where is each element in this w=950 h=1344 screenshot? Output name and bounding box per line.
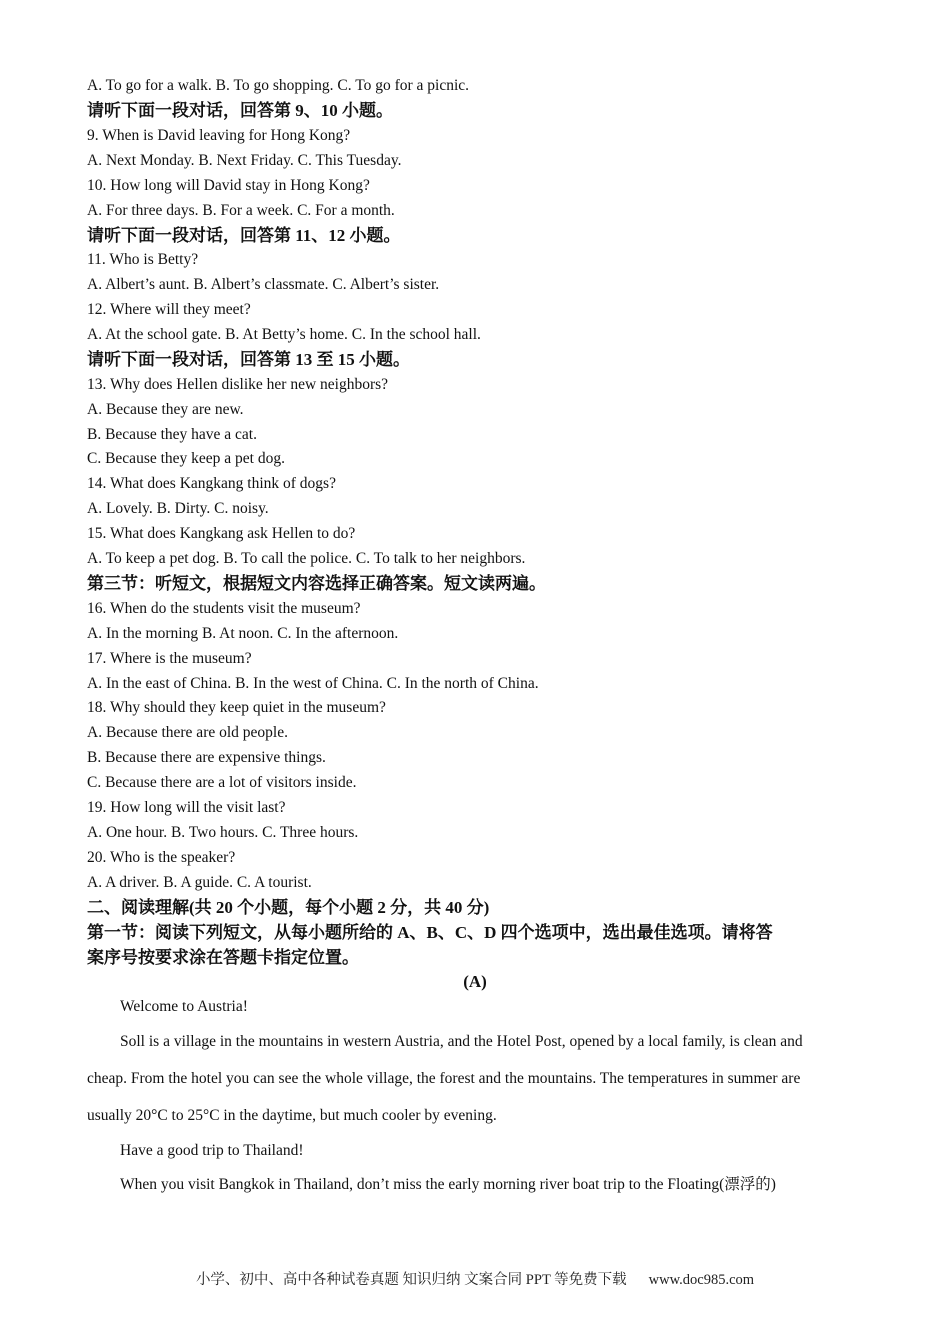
q18-option-b: B. Because there are expensive things. bbox=[87, 749, 326, 766]
section-heading-q13-15: 请听下面一段对话，回答第 13 至 15 小题。 bbox=[87, 350, 410, 369]
reading-instructions-line2: 案序号按要求涂在答题卡指定位置。 bbox=[87, 948, 359, 967]
passage-austria-title: Welcome to Austria! bbox=[120, 998, 248, 1015]
passage-thailand-line1: When you visit Bangkok in Thailand, don’t miss the early morning river boat trip to the Floating(漂浮的) bbox=[120, 1176, 776, 1193]
question-11: 11. Who is Betty? bbox=[87, 251, 199, 268]
question-18: 18. Why should they keep quiet in the museum? bbox=[87, 699, 386, 716]
q11-options: A. Albert’s aunt. B. Albert’s classmate. C. Albert’s sister. bbox=[87, 276, 440, 293]
q8-options: A. To go for a walk. B. To go shopping. C. To go for a picnic. bbox=[87, 77, 470, 94]
question-10: 10. How long will David stay in Hong Kong? bbox=[87, 177, 370, 194]
q13-option-a: A. Because they are new. bbox=[87, 401, 244, 418]
q9-options: A. Next Monday. B. Next Friday. C. This Tuesday. bbox=[87, 152, 402, 169]
question-13: 13. Why does Hellen dislike her new neighbors? bbox=[87, 376, 389, 393]
q18-option-c: C. Because there are a lot of visitors inside. bbox=[87, 774, 357, 791]
question-15: 15. What does Kangkang ask Hellen to do? bbox=[87, 525, 356, 542]
q15-options: A. To keep a pet dog. B. To call the police. C. To talk to her neighbors. bbox=[87, 550, 526, 567]
section-heading-part3: 第三节：听短文，根据短文内容选择正确答案。短文读两遍。 bbox=[87, 574, 546, 593]
q10-options: A. For three days. B. For a week. C. For a month. bbox=[87, 202, 395, 219]
q12-options: A. At the school gate. B. At Betty’s home. C. In the school hall. bbox=[87, 326, 481, 343]
q14-options: A. Lovely. B. Dirty. C. noisy. bbox=[87, 500, 269, 517]
question-20: 20. Who is the speaker? bbox=[87, 849, 236, 866]
q16-options: A. In the morning B. At noon. C. In the afternoon. bbox=[87, 625, 399, 642]
question-16: 16. When do the students visit the museum? bbox=[87, 600, 361, 617]
q13-option-b: B. Because they have a cat. bbox=[87, 426, 257, 443]
q13-option-c: C. Because they keep a pet dog. bbox=[87, 450, 285, 467]
q18-option-a: A. Because there are old people. bbox=[87, 724, 288, 741]
section-heading-reading: 二、阅读理解(共 20 个小题，每个小题 2 分，共 40 分) bbox=[87, 898, 490, 917]
question-17: 17. Where is the museum? bbox=[87, 650, 252, 667]
passage-austria-line1: Soll is a village in the mountains in western Austria, and the Hotel Post, opened by a local family, is clean and bbox=[120, 1033, 803, 1050]
q19-options: A. One hour. B. Two hours. C. Three hours. bbox=[87, 824, 359, 841]
footer-text: 小学、初中、高中各种试卷真题 知识归纳 文案合同 PPT 等免费下载 bbox=[195, 1272, 627, 1288]
passage-thailand-title: Have a good trip to Thailand! bbox=[120, 1142, 304, 1159]
q17-options: A. In the east of China. B. In the west of China. C. In the north of China. bbox=[87, 675, 539, 692]
question-14: 14. What does Kangkang think of dogs? bbox=[87, 475, 336, 492]
passage-austria-line3: usually 20°C to 25°C in the daytime, but much cooler by evening. bbox=[87, 1107, 497, 1124]
reading-instructions-line1: 第一节：阅读下列短文，从每小题所给的 A、B、C、D 四个选项中，选出最佳选项。请将答 bbox=[87, 923, 773, 942]
passage-austria-line2: cheap. From the hotel you can see the whole village, the forest and the mountains. The temperatures in summer are bbox=[87, 1070, 801, 1087]
page-footer bbox=[0, 1270, 950, 1290]
question-12: 12. Where will they meet? bbox=[87, 301, 251, 318]
section-heading-q11-12: 请听下面一段对话，回答第 11、12 小题。 bbox=[87, 226, 401, 245]
question-9: 9. When is David leaving for Hong Kong? bbox=[87, 127, 351, 144]
footer-website-link[interactable]: www.doc985.com bbox=[648, 1272, 755, 1288]
question-19: 19. How long will the visit last? bbox=[87, 799, 286, 816]
passage-a-label: (A) bbox=[463, 972, 487, 991]
section-heading-q9-10: 请听下面一段对话，回答第 9、10 小题。 bbox=[87, 101, 393, 120]
q20-options: A. A driver. B. A guide. C. A tourist. bbox=[87, 874, 312, 891]
